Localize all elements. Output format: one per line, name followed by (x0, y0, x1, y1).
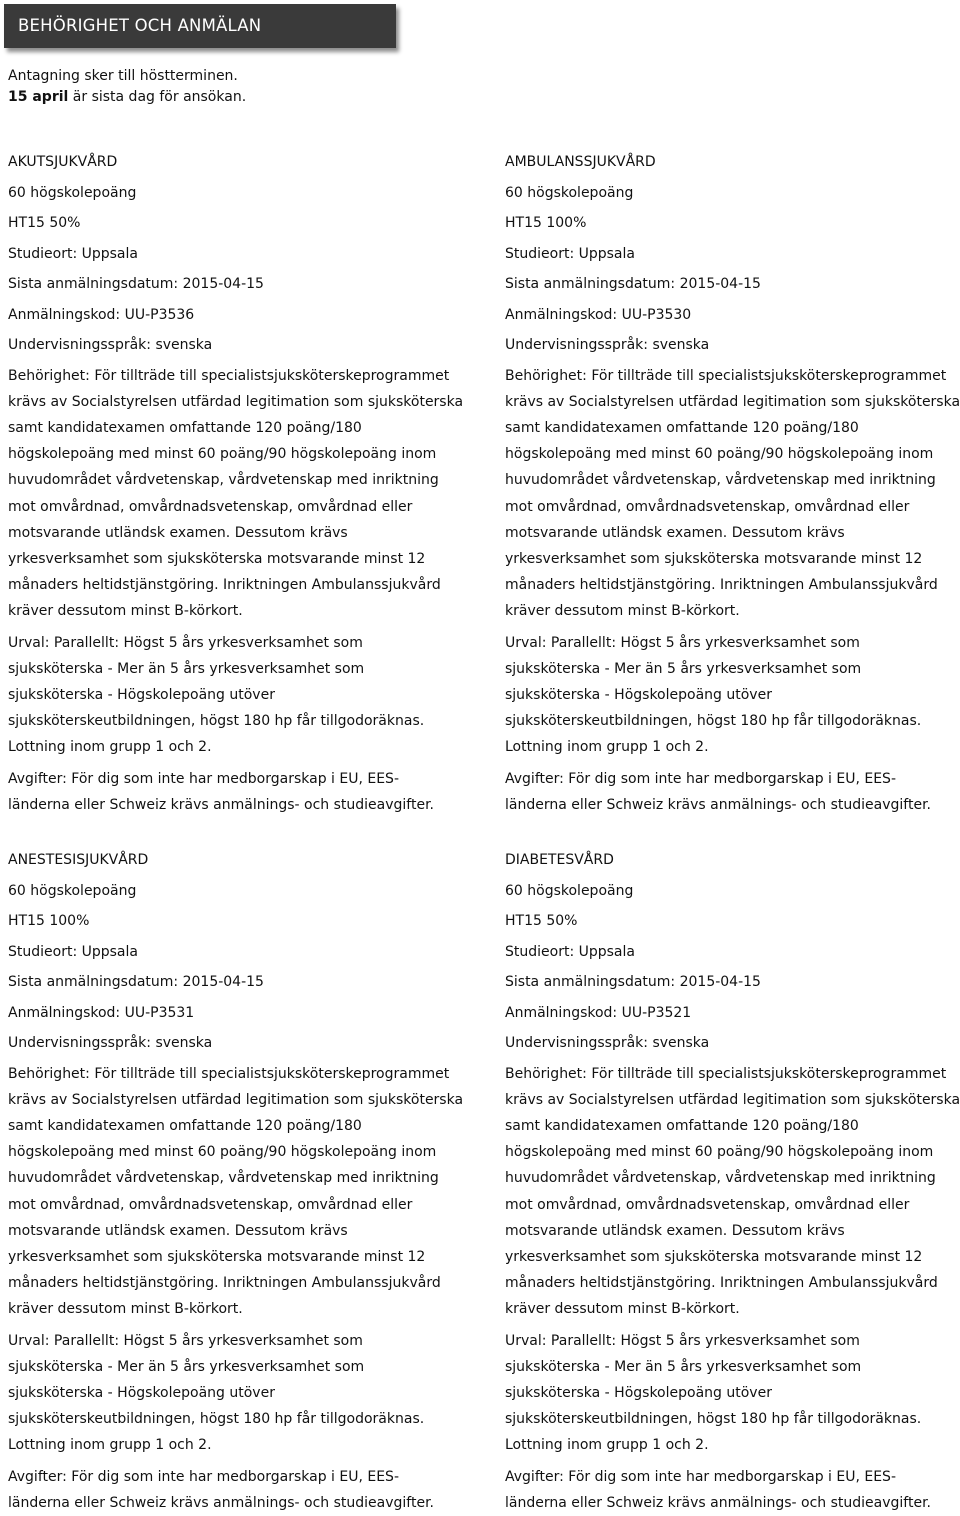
course-eligibility-line: motsvarande utländsk examen. Dessutom krävs (505, 524, 845, 541)
course-eligibility-line: krävs av Socialstyrelsen utfärdad legitimation som sjuksköterska (8, 393, 464, 410)
course-eligibility-line: Behörighet: För tillträde till specialistsjuksköterskeprogrammet (505, 1065, 947, 1082)
course-eligibility (8, 363, 464, 625)
course-selection (8, 630, 460, 761)
course-eligibility-line: kräver dessutom minst B-körkort. (505, 603, 740, 620)
intro-line-admission: Antagning sker till höstterminen. (8, 68, 238, 84)
course-eligibility-line: månaders heltidstjänstgöring. Inriktningen Ambulanssjukvård (505, 1275, 938, 1292)
course-term: HT15 100% (505, 215, 587, 231)
course-code: Anmälningskod: UU-P3531 (8, 1004, 195, 1021)
course-eligibility (8, 1061, 464, 1323)
course-code: Anmälningskod: UU-P3536 (8, 306, 195, 323)
course-eligibility-line: yrkesverksamhet som sjuksköterska motsvarande minst 12 (505, 550, 923, 567)
course-eligibility-line: motsvarande utländsk examen. Dessutom krävs (8, 524, 348, 541)
course-selection-line: Urval: Parallellt: Högst 5 års yrkesverksamhet som (8, 1332, 363, 1349)
course-eligibility-line: samt kandidatexamen omfattande 120 poäng/180 (8, 1117, 362, 1134)
course-eligibility-line: mot omvårdnad, omvårdnadsvetenskap, omvårdnad eller (505, 498, 910, 515)
course-fees-line: Avgifter: För dig som inte har medborgarskap i EU, EES- (505, 770, 896, 787)
course-selection-line: Lottning inom grupp 1 och 2. (8, 739, 212, 756)
course-block-akutsjukvard (8, 147, 464, 818)
intro-line-deadline (8, 87, 246, 108)
course-location: Studieort: Uppsala (8, 943, 138, 960)
course-selection-line: Lottning inom grupp 1 och 2. (505, 1437, 709, 1454)
deadline-date: 15 april (8, 89, 69, 105)
course-eligibility-line: högskolepoäng med minst 60 poäng/90 högskolepoäng inom (8, 1144, 437, 1161)
course-selection (505, 630, 957, 761)
course-selection-line: Urval: Parallellt: Högst 5 års yrkesverksamhet som (505, 1332, 860, 1349)
course-term: HT15 100% (8, 913, 90, 929)
course-selection-line: sjuksköterska - Mer än 5 års yrkesverksamhet som (505, 1358, 862, 1375)
course-location: Studieort: Uppsala (505, 943, 635, 960)
course-selection-line: sjuksköterska - Högskolepoäng utöver (8, 1384, 275, 1401)
course-selection-line: Urval: Parallellt: Högst 5 års yrkesverksamhet som (505, 634, 860, 651)
course-deadline: Sista anmälningsdatum: 2015-04-15 (8, 974, 264, 990)
course-fees-line: länderna eller Schweiz krävs anmälnings- och studieavgifter. (8, 1494, 435, 1511)
course-fees-line: länderna eller Schweiz krävs anmälnings- och studieavgifter. (505, 1494, 932, 1511)
course-credits: 60 högskolepoäng (8, 882, 137, 899)
course-block-ambulanssjukvard (505, 147, 960, 818)
course-deadline: Sista anmälningsdatum: 2015-04-15 (505, 276, 761, 292)
course-fees (8, 766, 460, 818)
intro-text (8, 66, 246, 108)
course-fees (8, 1464, 460, 1516)
course-eligibility-line: huvudområdet vårdvetenskap, vårdvetenskap med inriktning (8, 472, 439, 489)
course-language: Undervisningsspråk: svenska (8, 1035, 213, 1051)
course-eligibility-line: yrkesverksamhet som sjuksköterska motsvarande minst 12 (8, 1248, 426, 1265)
course-credits: 60 högskolepoäng (505, 184, 634, 201)
course-eligibility-line: mot omvårdnad, omvårdnadsvetenskap, omvårdnad eller (8, 1196, 413, 1213)
deadline-text: är sista dag för ansökan. (68, 89, 247, 105)
course-eligibility-line: högskolepoäng med minst 60 poäng/90 högskolepoäng inom (505, 1144, 934, 1161)
course-selection-line: sjuksköterska - Mer än 5 års yrkesverksamhet som (8, 660, 365, 677)
course-block-diabetesvard (505, 845, 960, 1516)
course-eligibility-line: huvudområdet vårdvetenskap, vårdvetenskap med inriktning (505, 472, 936, 489)
course-eligibility-line: krävs av Socialstyrelsen utfärdad legitimation som sjuksköterska (505, 1091, 960, 1108)
course-eligibility-line: kräver dessutom minst B-körkort. (8, 1301, 243, 1318)
course-location: Studieort: Uppsala (8, 245, 138, 262)
course-language: Undervisningsspråk: svenska (8, 337, 213, 353)
course-eligibility-line: huvudområdet vårdvetenskap, vårdvetenskap med inriktning (505, 1170, 936, 1187)
section-header (4, 4, 396, 48)
course-selection-line: sjuksköterskeutbildningen, högst 180 hp får tillgodoräknas. (505, 713, 922, 730)
course-selection-line: sjuksköterska - Högskolepoäng utöver (505, 1384, 772, 1401)
course-eligibility-line: kräver dessutom minst B-körkort. (8, 603, 243, 620)
course-fees (505, 766, 957, 818)
course-eligibility-line: månaders heltidstjänstgöring. Inriktningen Ambulanssjukvård (505, 577, 938, 594)
course-selection (505, 1328, 957, 1459)
course-fees (505, 1464, 957, 1516)
course-term: HT15 50% (505, 913, 578, 929)
course-eligibility-line: krävs av Socialstyrelsen utfärdad legitimation som sjuksköterska (8, 1091, 464, 1108)
course-selection-line: Urval: Parallellt: Högst 5 års yrkesverksamhet som (8, 634, 363, 651)
course-eligibility-line: Behörighet: För tillträde till specialistsjuksköterskeprogrammet (505, 367, 947, 384)
course-eligibility-line: högskolepoäng med minst 60 poäng/90 högskolepoäng inom (8, 446, 437, 463)
course-eligibility-line: samt kandidatexamen omfattande 120 poäng/180 (505, 419, 859, 436)
course-fees-line: Avgifter: För dig som inte har medborgarskap i EU, EES- (8, 770, 399, 787)
course-language: Undervisningsspråk: svenska (505, 1035, 710, 1051)
course-title: AKUTSJUKVÅRD (8, 154, 118, 170)
course-title: AMBULANSSJUKVÅRD (505, 154, 656, 170)
course-eligibility-line: motsvarande utländsk examen. Dessutom krävs (8, 1222, 348, 1239)
course-credits: 60 högskolepoäng (8, 184, 137, 201)
course-eligibility-line: mot omvårdnad, omvårdnadsvetenskap, omvårdnad eller (8, 498, 413, 515)
section-title: BEHÖRIGHET OCH ANMÄLAN (18, 16, 262, 35)
course-selection-line: sjuksköterska - Högskolepoäng utöver (8, 686, 275, 703)
course-eligibility-line: yrkesverksamhet som sjuksköterska motsvarande minst 12 (8, 550, 426, 567)
course-selection-line: sjuksköterska - Mer än 5 års yrkesverksamhet som (8, 1358, 365, 1375)
course-eligibility-line: huvudområdet vårdvetenskap, vårdvetenskap med inriktning (8, 1170, 439, 1187)
course-title: DIABETESVÅRD (505, 852, 614, 868)
course-selection-line: sjuksköterskeutbildningen, högst 180 hp får tillgodoräknas. (8, 713, 425, 730)
course-eligibility (505, 1061, 960, 1323)
course-eligibility-line: motsvarande utländsk examen. Dessutom krävs (505, 1222, 845, 1239)
course-eligibility-line: yrkesverksamhet som sjuksköterska motsvarande minst 12 (505, 1248, 923, 1265)
course-selection (8, 1328, 460, 1459)
course-language: Undervisningsspråk: svenska (505, 337, 710, 353)
course-fees-line: länderna eller Schweiz krävs anmälnings- och studieavgifter. (505, 796, 932, 813)
course-fees-line: länderna eller Schweiz krävs anmälnings- och studieavgifter. (8, 796, 435, 813)
course-eligibility-line: månaders heltidstjänstgöring. Inriktningen Ambulanssjukvård (8, 577, 441, 594)
course-eligibility-line: kräver dessutom minst B-körkort. (505, 1301, 740, 1318)
course-credits: 60 högskolepoäng (505, 882, 634, 899)
course-title: ANESTESISJUKVÅRD (8, 852, 149, 868)
course-deadline: Sista anmälningsdatum: 2015-04-15 (8, 276, 264, 292)
course-eligibility-line: högskolepoäng med minst 60 poäng/90 högskolepoäng inom (505, 446, 934, 463)
course-eligibility-line: samt kandidatexamen omfattande 120 poäng/180 (505, 1117, 859, 1134)
course-selection-line: sjuksköterska - Mer än 5 års yrkesverksamhet som (505, 660, 862, 677)
course-code: Anmälningskod: UU-P3530 (505, 306, 692, 323)
course-fees-line: Avgifter: För dig som inte har medborgarskap i EU, EES- (8, 1468, 399, 1485)
course-eligibility-line: Behörighet: För tillträde till specialistsjuksköterskeprogrammet (8, 1065, 450, 1082)
course-selection-line: sjuksköterskeutbildningen, högst 180 hp får tillgodoräknas. (505, 1411, 922, 1428)
course-selection-line: sjuksköterskeutbildningen, högst 180 hp får tillgodoräknas. (8, 1411, 425, 1428)
course-fees-line: Avgifter: För dig som inte har medborgarskap i EU, EES- (505, 1468, 896, 1485)
course-location: Studieort: Uppsala (505, 245, 635, 262)
course-deadline: Sista anmälningsdatum: 2015-04-15 (505, 974, 761, 990)
course-selection-line: sjuksköterska - Högskolepoäng utöver (505, 686, 772, 703)
course-eligibility-line: Behörighet: För tillträde till specialistsjuksköterskeprogrammet (8, 367, 450, 384)
course-code: Anmälningskod: UU-P3521 (505, 1004, 692, 1021)
course-eligibility-line: krävs av Socialstyrelsen utfärdad legitimation som sjuksköterska (505, 393, 960, 410)
course-eligibility-line: månaders heltidstjänstgöring. Inriktningen Ambulanssjukvård (8, 1275, 441, 1292)
course-selection-line: Lottning inom grupp 1 och 2. (8, 1437, 212, 1454)
course-block-anestesisjukvard (8, 845, 464, 1516)
course-eligibility-line: samt kandidatexamen omfattande 120 poäng/180 (8, 419, 362, 436)
course-term: HT15 50% (8, 215, 81, 231)
course-eligibility (505, 363, 960, 625)
course-selection-line: Lottning inom grupp 1 och 2. (505, 739, 709, 756)
course-eligibility-line: mot omvårdnad, omvårdnadsvetenskap, omvårdnad eller (505, 1196, 910, 1213)
